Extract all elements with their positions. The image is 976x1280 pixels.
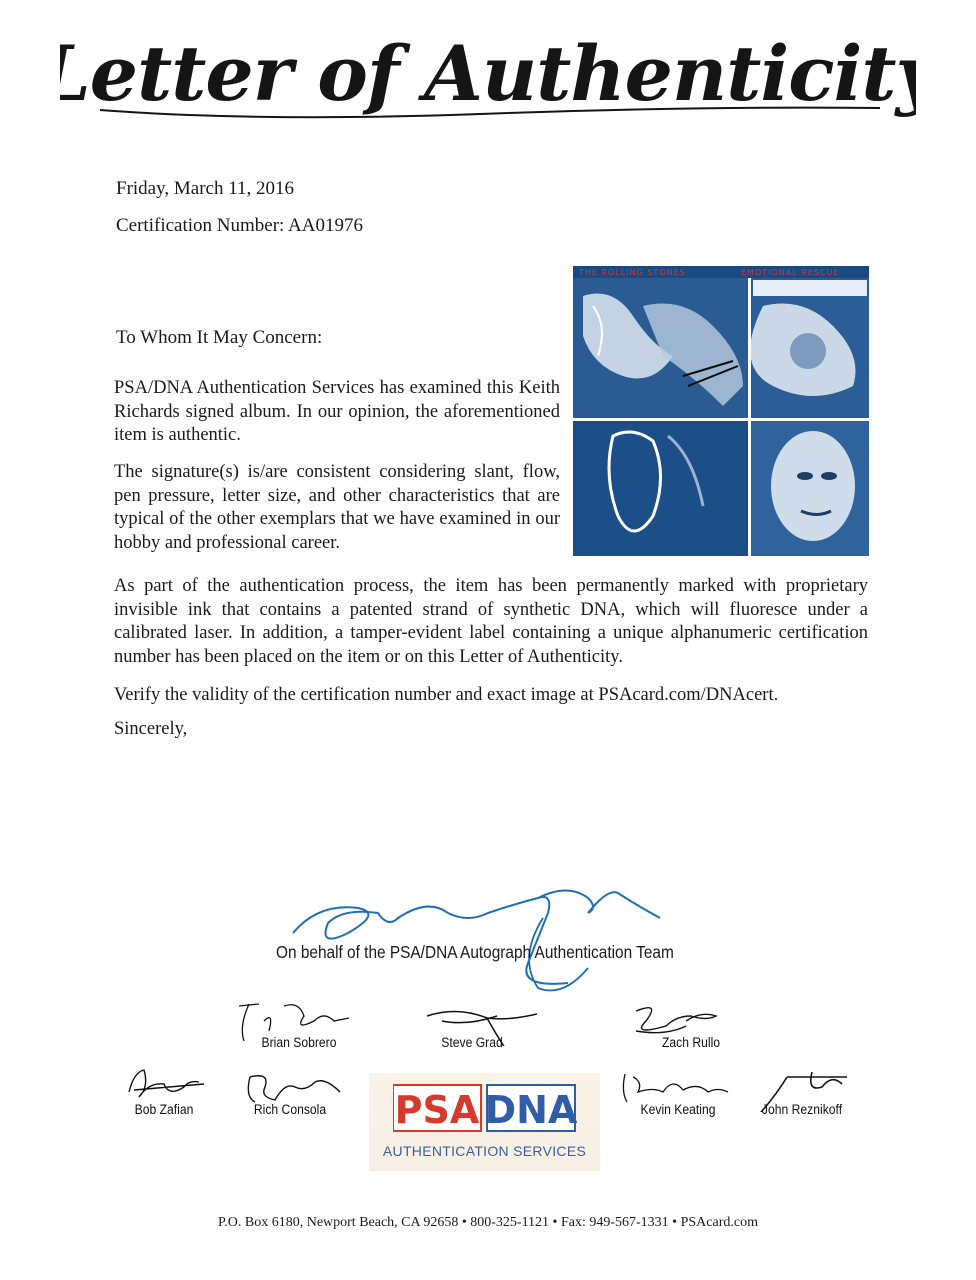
album-band-text: THE ROLLING STONES [579, 268, 686, 277]
paragraph-consistency: The signature(s) is/are consistent considering slant, flow, pen pressure, letter size, and other characteristics that are typical of the other exemplars that we have examined in our hobby and professional career. [114, 462, 560, 553]
authenticator-steve-grad [397, 996, 547, 1066]
certification-number: Certification Number: AA01976 [116, 215, 363, 236]
john-name: John Reznikoff [761, 1102, 843, 1117]
paragraph-process: As part of the authentication process, the item has been permanently marked with proprietary invisible ink that contains a patented strand of synthetic DNA, which will fluoresce under a calibrated laser. In addition, a tamper-evident label containing a unique alphanumeric certification number has been placed on the item or on this Letter of Authenticity. [114, 576, 868, 667]
greeting: To Whom It May Concern: [116, 327, 323, 348]
authenticator-john-reznikoff [727, 1062, 877, 1132]
album-cover-graphic [573, 266, 869, 556]
rich-name: Rich Consola [253, 1102, 327, 1117]
team-line: On behalf of the PSA/DNA Autograph Authentication Team [276, 942, 674, 962]
closing: Sincerely, [114, 719, 188, 739]
authenticator-zach-rullo [616, 996, 766, 1066]
album-title-text: EMOTIONAL RESCUE [741, 268, 840, 277]
letter-date: Friday, March 11, 2016 [116, 178, 295, 199]
psa-dna-wordmark [393, 1083, 577, 1135]
logo-caption: AUTHENTICATION SERVICES [382, 1143, 587, 1159]
authenticator-rich-consola [215, 1062, 365, 1132]
dna-text: DNA [484, 1088, 577, 1132]
letterhead-title: Letter of Authenticity [60, 29, 916, 118]
bob-name: Bob Zafian [134, 1102, 194, 1117]
steve-name: Steve Grad [441, 1035, 503, 1050]
psa-dna-logo [369, 1073, 600, 1171]
album-photo [573, 266, 869, 556]
letterhead [60, 18, 916, 128]
kevin-name: Kevin Keating [640, 1102, 716, 1117]
brian-name: Brian Sobrero [261, 1035, 337, 1050]
letterhead-script [60, 18, 916, 128]
zach-name: Zach Rullo [661, 1035, 721, 1050]
authenticator-brian-sobrero [224, 996, 374, 1066]
psa-text: PSA [394, 1088, 480, 1132]
paragraph-examination: PSA/DNA Authentication Services has examined this Keith Richards signed album. In our opinion, the aforementioned item is authentic. [114, 378, 560, 445]
paragraph-verify: Verify the validity of the certification number and exact image at PSAcard.com/DNAcert. [114, 685, 779, 705]
footer-contact: P.O. Box 6180, Newport Beach, CA 92658 • 800-325-1121 • Fax: 949-567-1331 • PSAcard.com [218, 1215, 758, 1230]
